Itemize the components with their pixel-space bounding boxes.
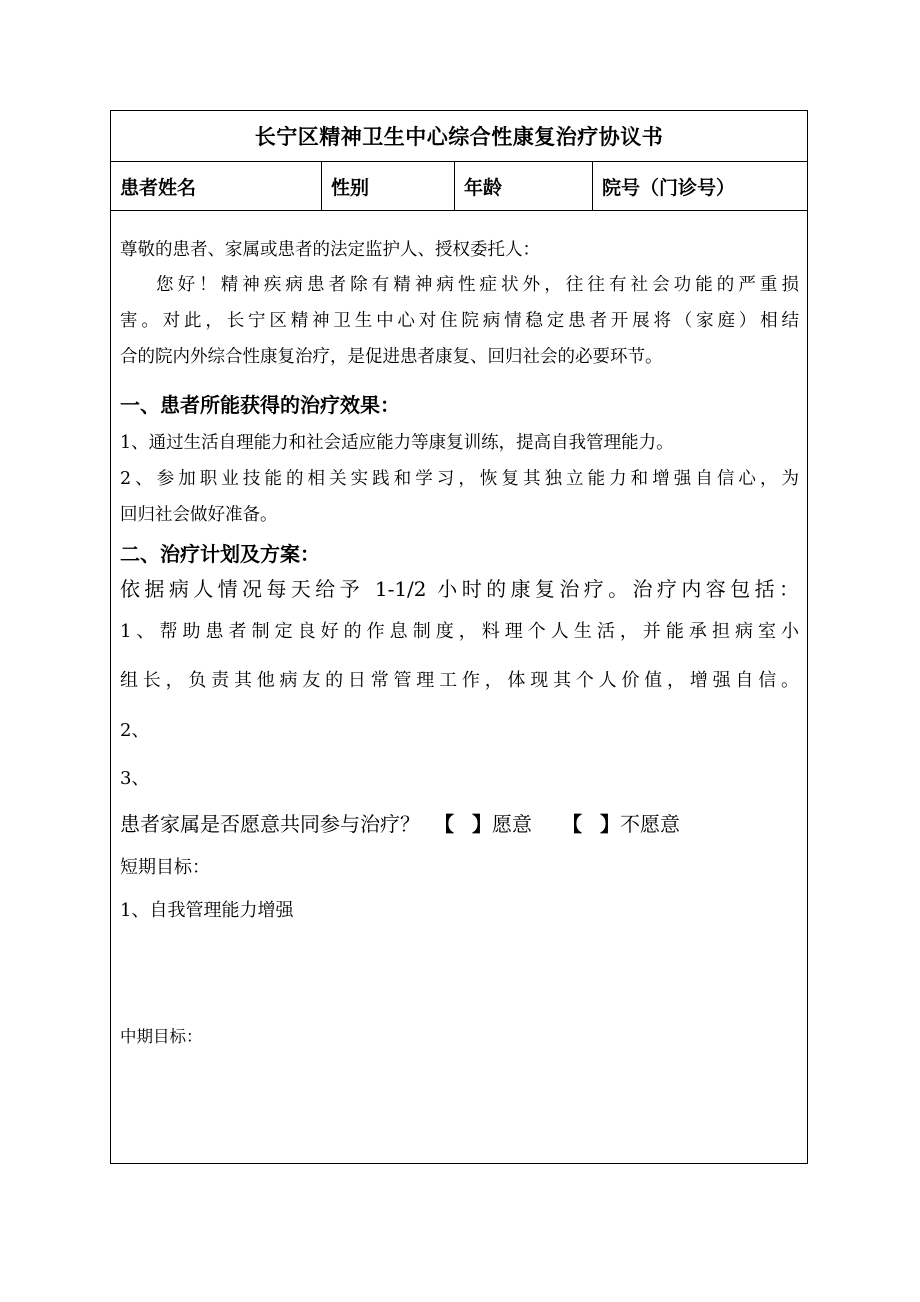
intro-line-3: 合的院内外综合性康复治疗，是促进患者康复、回归社会的必要环节。 <box>120 347 663 367</box>
consent-question: 患者家属是否愿意共同参与治疗？ <box>120 812 420 836</box>
record-number-cell[interactable]: 院号（门诊号） <box>592 162 807 210</box>
section2-item3[interactable]: 3、 <box>120 768 150 789</box>
form-body <box>111 211 807 1165</box>
section1-heading: 一、患者所能获得的治疗效果： <box>120 393 400 417</box>
section2-item1-line2: 组长，负责其他病友的日常管理工作，体现其个人价值，增强自信。 <box>120 670 799 691</box>
agree-bracket-open[interactable]: 【 <box>434 812 454 836</box>
section2-lead: 依据病人情况每天给予 1-1/2 小时的康复治疗。治疗内容包括： <box>120 577 799 601</box>
section2-item1-line1: 1、帮助患者制定良好的作息制度，料理个人生活，并能承担病室小 <box>120 621 799 642</box>
short-term-item-1[interactable]: 1、自我管理能力增强 <box>120 900 294 921</box>
disagree-label: 不愿意 <box>620 812 680 836</box>
mid-term-label: 中期目标： <box>120 1027 203 1046</box>
intro-line-1: 您好！精神疾病患者除有精神病性症状外，往往有社会功能的严重损 <box>156 275 799 295</box>
section1-item-2: 2、参加职业技能的相关实践和学习，恢复其独立能力和增强自信心，为 <box>120 469 799 489</box>
consent-row <box>120 808 799 837</box>
intro-line-2: 害。对此，长宁区精神卫生中心对住院病情稳定患者开展将（家庭）相结 <box>120 311 799 331</box>
age-cell[interactable]: 年龄 <box>454 162 592 210</box>
short-term-label: 短期目标： <box>120 857 210 878</box>
patient-info-row <box>111 162 807 211</box>
agree-label: 愿意 <box>492 812 532 836</box>
section2-item2[interactable]: 2、 <box>120 720 150 741</box>
disagree-bracket-close[interactable]: 】 <box>600 812 620 836</box>
form-title: 长宁区精神卫生中心综合性康复治疗协议书 <box>111 111 807 162</box>
section2-heading: 二、治疗计划及方案： <box>120 542 320 566</box>
salutation: 尊敬的患者、家属或患者的法定监护人、授权委托人： <box>120 240 540 260</box>
section1-item-2-cont: 回归社会做好准备。 <box>120 505 278 525</box>
patient-name-cell[interactable]: 患者姓名 <box>120 176 197 199</box>
gender-cell[interactable]: 性别 <box>321 162 454 210</box>
section1-item-1: 1、通过生活自理能力和社会适应能力等康复训练，提高自我管理能力。 <box>120 433 674 453</box>
agreement-form <box>110 110 808 1164</box>
agree-bracket-close[interactable]: 】 <box>472 812 492 836</box>
disagree-bracket-open[interactable]: 【 <box>562 812 582 836</box>
